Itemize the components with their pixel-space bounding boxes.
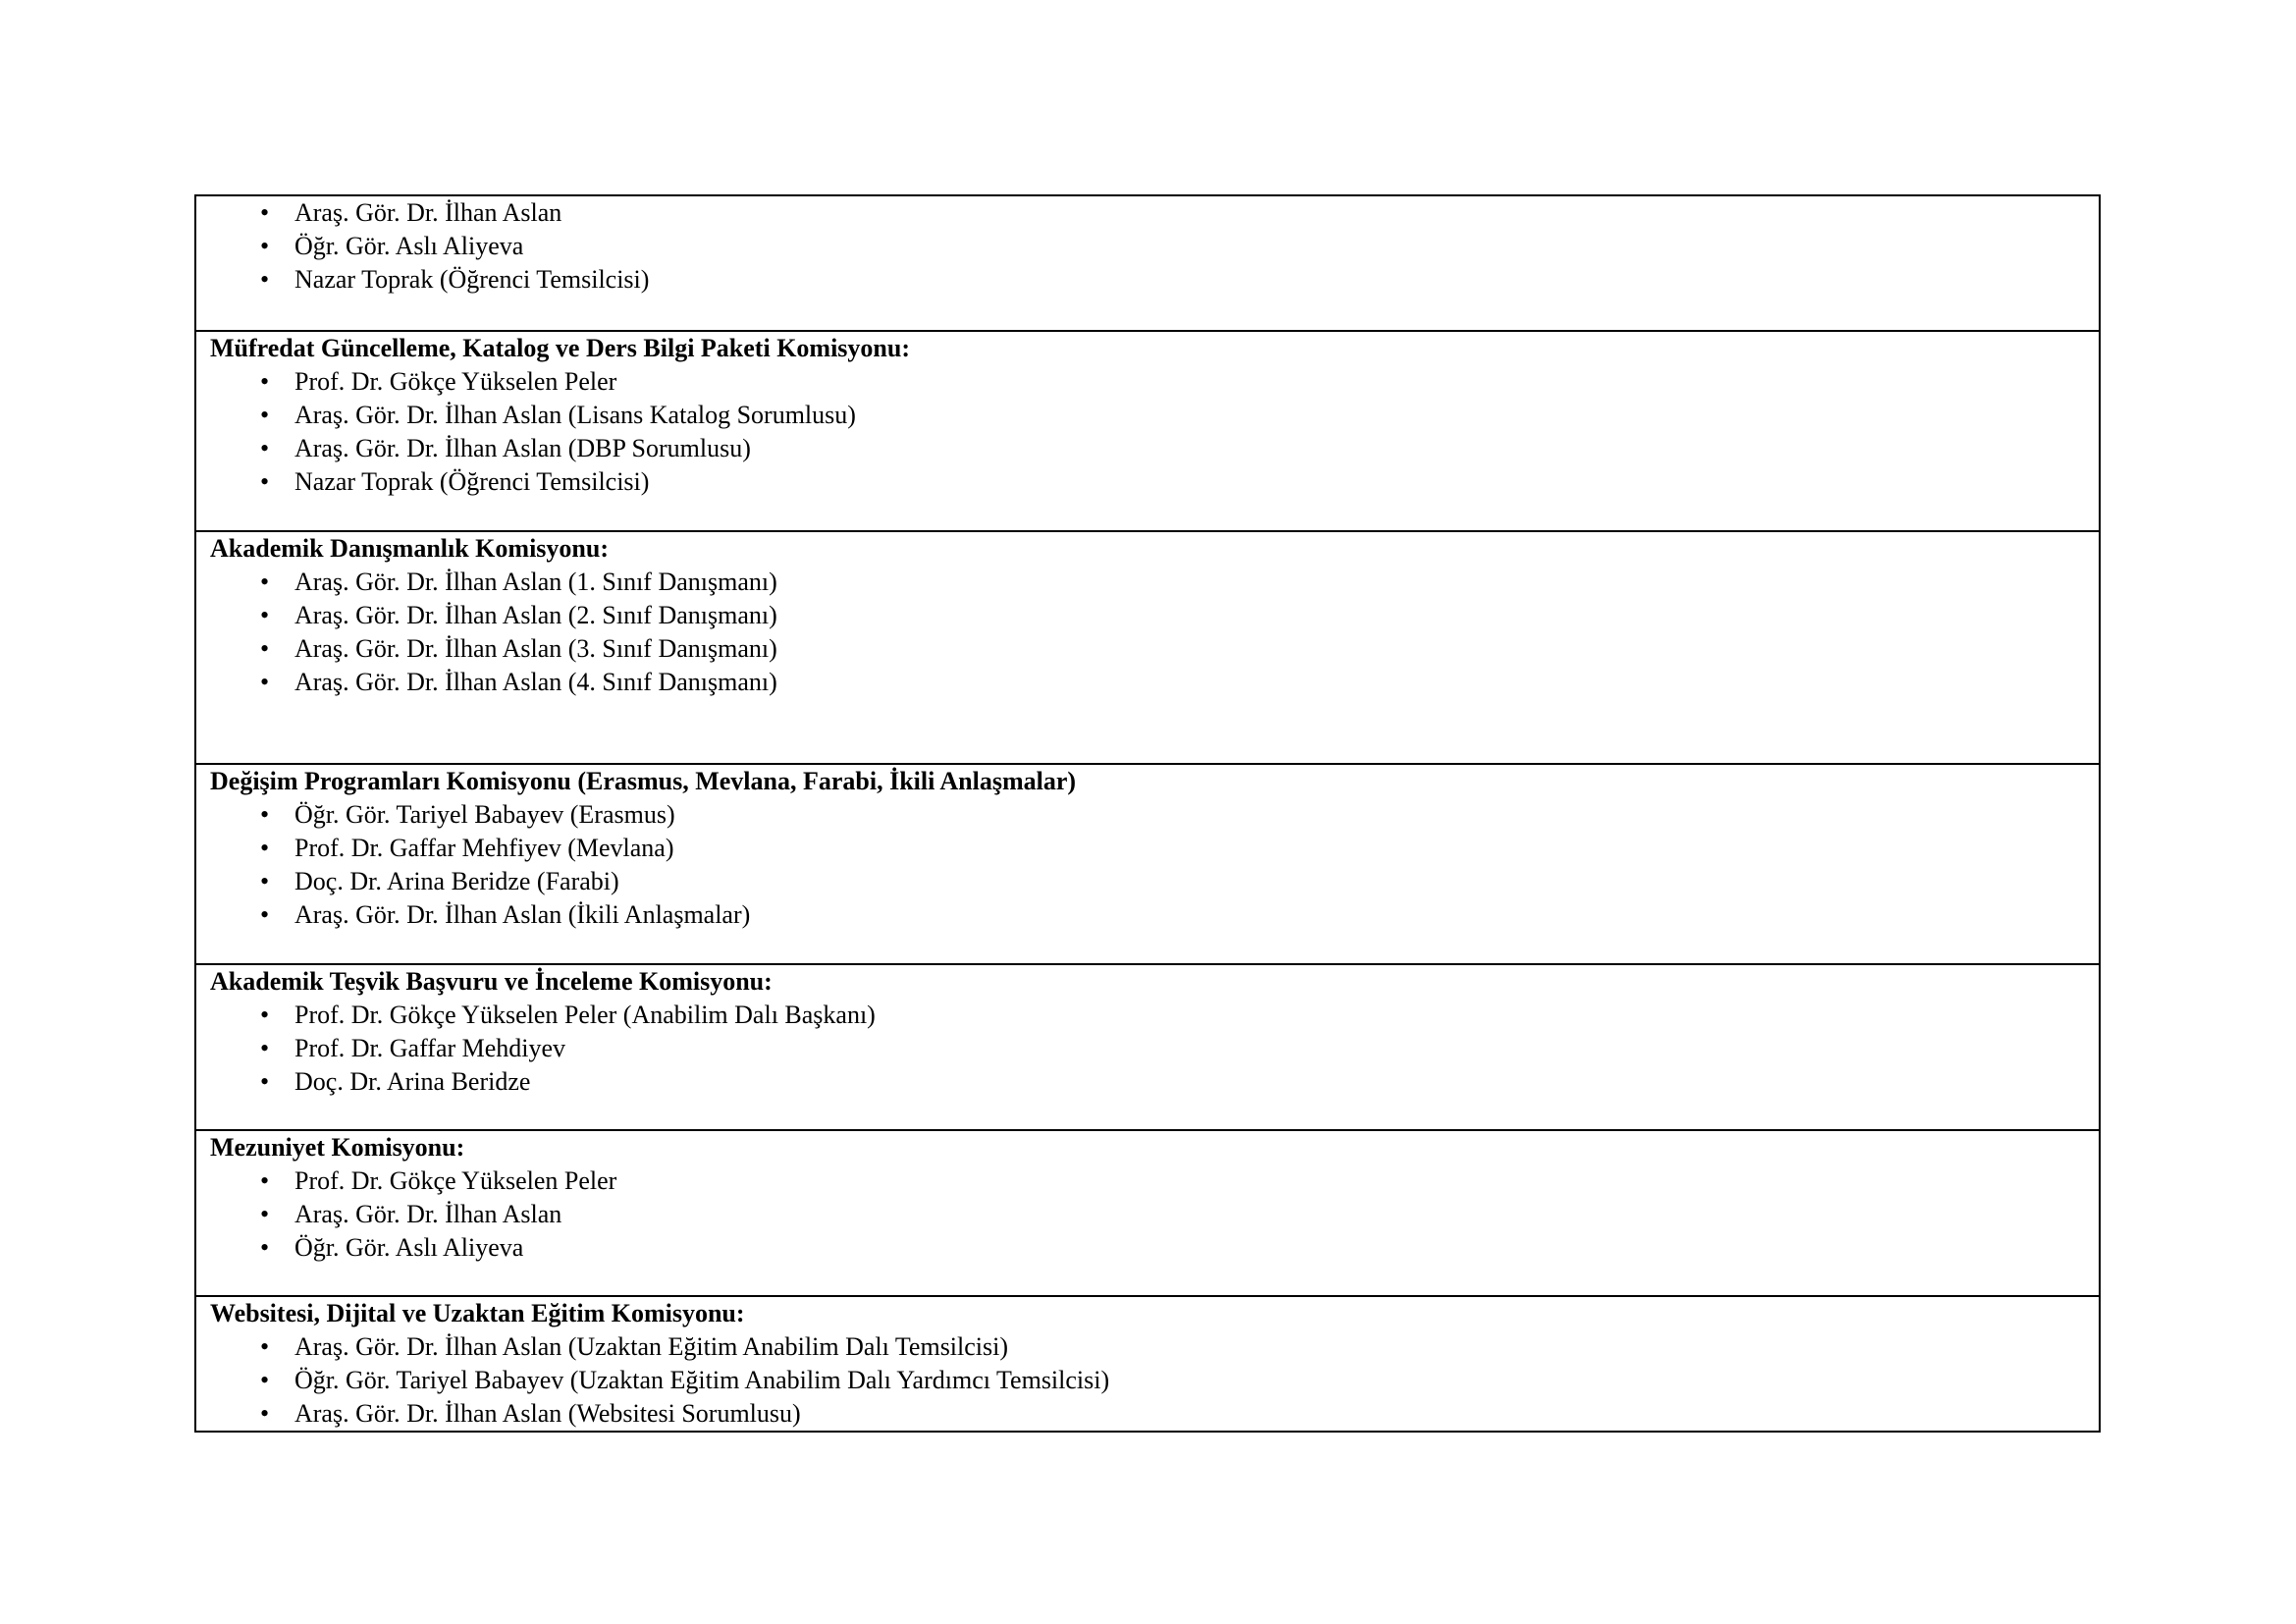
member-list xyxy=(210,566,2085,699)
member-item xyxy=(210,632,2085,666)
member-list xyxy=(210,1164,2085,1265)
member-item xyxy=(210,566,2085,599)
bullet-icon: • xyxy=(260,1067,270,1096)
member-name: Prof. Dr. Gaffar Mehdiyev xyxy=(294,1034,566,1062)
member-item xyxy=(210,1364,2085,1397)
bullet-icon: • xyxy=(260,1399,270,1428)
bullet-icon: • xyxy=(260,1233,270,1262)
committee-title: Websitesi, Dijital ve Uzaktan Eğitim Komisyonu: xyxy=(210,1299,745,1327)
committee-cell xyxy=(195,1296,2100,1432)
bullet-icon: • xyxy=(260,467,270,496)
committee-cell xyxy=(195,764,2100,964)
member-item xyxy=(210,1032,2085,1065)
bullet-icon: • xyxy=(260,1332,270,1361)
member-name: Prof. Dr. Gökçe Yükselen Peler xyxy=(294,1166,617,1195)
member-item xyxy=(210,432,2085,465)
member-list xyxy=(210,365,2085,499)
member-name: Araş. Gör. Dr. İlhan Aslan (Lisans Katalog Sorumlusu) xyxy=(294,401,856,429)
committee-row xyxy=(195,964,2100,1130)
committee-row xyxy=(195,1296,2100,1432)
bullet-icon: • xyxy=(260,1034,270,1062)
member-item xyxy=(210,1397,2085,1431)
member-name: Doç. Dr. Arina Beridze (Farabi) xyxy=(294,867,619,895)
committee-cell xyxy=(195,195,2100,331)
member-list xyxy=(210,196,2085,297)
member-item xyxy=(210,1065,2085,1099)
member-item xyxy=(210,399,2085,432)
committee-row xyxy=(195,195,2100,331)
bullet-icon: • xyxy=(260,800,270,829)
committee-cell xyxy=(195,964,2100,1130)
member-item xyxy=(210,230,2085,263)
committee-title: Değişim Programları Komisyonu (Erasmus, Mevlana, Farabi, İkili Anlaşmalar) xyxy=(210,767,1077,795)
member-name: Öğr. Gör. Aslı Aliyeva xyxy=(294,232,524,260)
member-name: Prof. Dr. Gökçe Yükselen Peler (Anabilim Dalı Başkanı) xyxy=(294,1001,876,1029)
bullet-icon: • xyxy=(260,1001,270,1029)
committee-title: Mezuniyet Komisyonu: xyxy=(210,1133,465,1162)
member-name: Araş. Gör. Dr. İlhan Aslan xyxy=(294,198,562,227)
member-name: Nazar Toprak (Öğrenci Temsilcisi) xyxy=(294,265,650,294)
committee-title: Akademik Teşvik Başvuru ve İnceleme Komisyonu: xyxy=(210,967,773,996)
member-item xyxy=(210,1198,2085,1231)
member-name: Prof. Dr. Gaffar Mehfiyev (Mevlana) xyxy=(294,834,674,862)
member-item xyxy=(210,666,2085,699)
bullet-icon: • xyxy=(260,232,270,260)
bullet-icon: • xyxy=(260,867,270,895)
member-item xyxy=(210,798,2085,832)
member-name: Araş. Gör. Dr. İlhan Aslan (3. Sınıf Danışmanı) xyxy=(294,634,777,663)
bullet-icon: • xyxy=(260,1366,270,1394)
bullet-icon: • xyxy=(260,568,270,596)
member-item xyxy=(210,263,2085,297)
member-name: Araş. Gör. Dr. İlhan Aslan xyxy=(294,1200,562,1228)
member-item xyxy=(210,365,2085,399)
member-item xyxy=(210,465,2085,499)
bullet-icon: • xyxy=(260,900,270,929)
committee-row xyxy=(195,1130,2100,1296)
member-name: Araş. Gör. Dr. İlhan Aslan (Uzaktan Eğitim Anabilim Dalı Temsilcisi) xyxy=(294,1332,1009,1361)
member-list xyxy=(210,1330,2085,1431)
member-item xyxy=(210,599,2085,632)
committee-cell xyxy=(195,331,2100,531)
member-name: Araş. Gör. Dr. İlhan Aslan (4. Sınıf Danışmanı) xyxy=(294,668,777,696)
member-name: Araş. Gör. Dr. İlhan Aslan (1. Sınıf Danışmanı) xyxy=(294,568,777,596)
member-list xyxy=(210,999,2085,1099)
member-name: Araş. Gör. Dr. İlhan Aslan (Websitesi Sorumlusu) xyxy=(294,1399,801,1428)
member-item xyxy=(210,832,2085,865)
bullet-icon: • xyxy=(260,634,270,663)
bullet-icon: • xyxy=(260,401,270,429)
member-item xyxy=(210,1231,2085,1265)
member-name: Öğr. Gör. Aslı Aliyeva xyxy=(294,1233,524,1262)
member-item xyxy=(210,865,2085,898)
bullet-icon: • xyxy=(260,434,270,462)
committee-row xyxy=(195,764,2100,964)
committee-row xyxy=(195,331,2100,531)
member-item xyxy=(210,999,2085,1032)
member-name: Araş. Gör. Dr. İlhan Aslan (DBP Sorumlusu) xyxy=(294,434,751,462)
committee-cell xyxy=(195,1130,2100,1296)
bullet-icon: • xyxy=(260,834,270,862)
member-list xyxy=(210,798,2085,932)
committee-table xyxy=(194,194,2101,1433)
member-name: Prof. Dr. Gökçe Yükselen Peler xyxy=(294,367,617,396)
committee-title: Akademik Danışmanlık Komisyonu: xyxy=(210,534,609,563)
member-item xyxy=(210,1164,2085,1198)
member-item xyxy=(210,196,2085,230)
member-name: Nazar Toprak (Öğrenci Temsilcisi) xyxy=(294,467,650,496)
member-name: Doç. Dr. Arina Beridze xyxy=(294,1067,531,1096)
committee-title: Müfredat Güncelleme, Katalog ve Ders Bilgi Paketi Komisyonu: xyxy=(210,334,910,362)
member-item xyxy=(210,1330,2085,1364)
bullet-icon: • xyxy=(260,265,270,294)
bullet-icon: • xyxy=(260,198,270,227)
bullet-icon: • xyxy=(260,367,270,396)
member-name: Araş. Gör. Dr. İlhan Aslan (2. Sınıf Danışmanı) xyxy=(294,601,777,629)
member-name: Öğr. Gör. Tariyel Babayev (Erasmus) xyxy=(294,800,675,829)
bullet-icon: • xyxy=(260,1166,270,1195)
committee-row xyxy=(195,531,2100,764)
member-item xyxy=(210,898,2085,932)
member-name: Öğr. Gör. Tariyel Babayev (Uzaktan Eğitim Anabilim Dalı Yardımcı Temsilcisi) xyxy=(294,1366,1110,1394)
committee-cell xyxy=(195,531,2100,764)
bullet-icon: • xyxy=(260,668,270,696)
bullet-icon: • xyxy=(260,601,270,629)
member-name: Araş. Gör. Dr. İlhan Aslan (İkili Anlaşmalar) xyxy=(294,900,751,929)
bullet-icon: • xyxy=(260,1200,270,1228)
